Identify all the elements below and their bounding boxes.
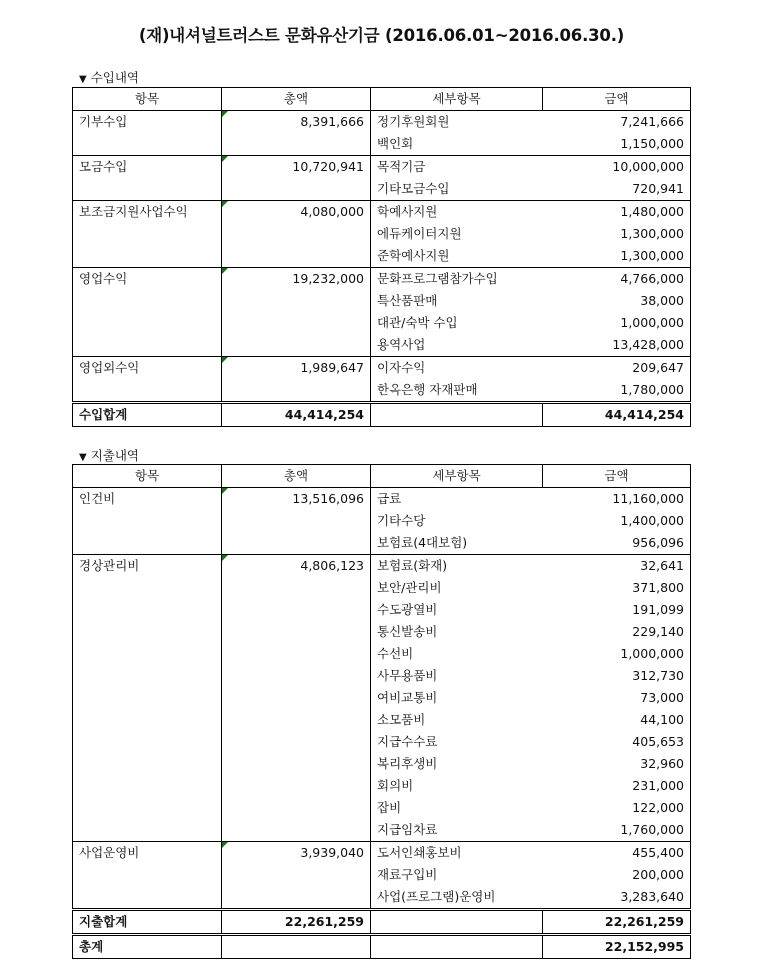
table-row	[73, 665, 691, 687]
sum-row	[73, 403, 691, 427]
table-row	[73, 223, 691, 245]
amount-cell: 4,766,000	[543, 268, 691, 291]
subitem-cell: 기타모금수입	[371, 178, 543, 201]
triangle-down-icon: ▼	[79, 452, 87, 463]
category-cell	[73, 687, 222, 709]
category-cell	[73, 223, 222, 245]
table-row	[73, 599, 691, 621]
category-cell	[73, 819, 222, 842]
amount-cell: 1,000,000	[543, 312, 691, 334]
amount-cell: 122,000	[543, 797, 691, 819]
amount-cell: 1,300,000	[543, 245, 691, 268]
amount-cell: 44,100	[543, 709, 691, 731]
table-row	[73, 577, 691, 599]
sum-empty	[371, 403, 543, 427]
category-cell: 영업외수익	[73, 357, 222, 380]
total-cell	[222, 753, 371, 775]
subitem-cell: 대관/숙박 수입	[371, 312, 543, 334]
table-row	[73, 555, 691, 578]
subitem-cell: 재료구입비	[371, 864, 543, 886]
subitem-cell: 기타수당	[371, 510, 543, 532]
amount-cell: 209,647	[543, 357, 691, 380]
category-cell	[73, 621, 222, 643]
subitem-cell: 회의비	[371, 775, 543, 797]
category-cell: 사업운영비	[73, 842, 222, 865]
subitem-cell: 문화프로그램참가수입	[371, 268, 543, 291]
sum-total: 44,414,254	[222, 403, 371, 427]
total-cell	[222, 290, 371, 312]
income-table	[72, 87, 691, 427]
total-cell	[222, 178, 371, 201]
amount-cell: 1,760,000	[543, 819, 691, 842]
category-cell	[73, 753, 222, 775]
grand-amount: 22,152,995	[543, 935, 691, 959]
table-row	[73, 532, 691, 555]
subitem-cell: 도서인쇄홍보비	[371, 842, 543, 865]
subitem-cell: 백인회	[371, 133, 543, 156]
amount-cell: 312,730	[543, 665, 691, 687]
subitem-cell: 보안/관리비	[371, 577, 543, 599]
category-cell: 경상관리비	[73, 555, 222, 578]
total-cell	[222, 775, 371, 797]
category-cell: 모금수입	[73, 156, 222, 179]
table-row	[73, 312, 691, 334]
header-row	[73, 88, 691, 111]
total-cell: 3,939,040	[222, 842, 371, 865]
table-row	[73, 864, 691, 886]
total-cell	[222, 599, 371, 621]
table-row	[73, 245, 691, 268]
amount-cell: 1,000,000	[543, 643, 691, 665]
amount-cell: 1,780,000	[543, 379, 691, 403]
amount-cell: 720,941	[543, 178, 691, 201]
category-cell	[73, 599, 222, 621]
comment-indicator-icon	[222, 357, 228, 363]
amount-cell: 371,800	[543, 577, 691, 599]
table-row	[73, 621, 691, 643]
total-cell	[222, 532, 371, 555]
total-cell: 4,806,123	[222, 555, 371, 578]
category-cell	[73, 178, 222, 201]
amount-cell: 956,096	[543, 532, 691, 555]
table-row	[73, 797, 691, 819]
total-cell	[222, 245, 371, 268]
subitem-cell: 수선비	[371, 643, 543, 665]
total-cell: 19,232,000	[222, 268, 371, 291]
sum-empty	[371, 910, 543, 935]
expense-section-label	[79, 446, 139, 464]
grand-label: 총계	[73, 935, 222, 959]
subitem-cell: 수도광열비	[371, 599, 543, 621]
subitem-cell: 정기후원회원	[371, 111, 543, 134]
amount-cell: 3,283,640	[543, 886, 691, 910]
table-row	[73, 133, 691, 156]
amount-cell: 1,150,000	[543, 133, 691, 156]
subitem-cell: 급료	[371, 488, 543, 511]
category-cell	[73, 532, 222, 555]
header-category: 항목	[73, 88, 222, 111]
total-cell	[222, 864, 371, 886]
amount-cell: 32,960	[543, 753, 691, 775]
category-cell	[73, 775, 222, 797]
sum-total: 22,261,259	[222, 910, 371, 935]
subitem-cell: 잡비	[371, 797, 543, 819]
comment-indicator-icon	[222, 488, 228, 494]
subitem-cell: 용역사업	[371, 334, 543, 357]
total-cell	[222, 510, 371, 532]
comment-indicator-icon	[222, 156, 228, 162]
amount-cell: 405,653	[543, 731, 691, 753]
category-cell: 보조금지원사업수익	[73, 201, 222, 224]
category-cell: 기부수입	[73, 111, 222, 134]
grand-empty	[371, 935, 543, 959]
category-cell: 영업수익	[73, 268, 222, 291]
amount-cell: 229,140	[543, 621, 691, 643]
category-cell	[73, 379, 222, 403]
total-cell: 8,391,666	[222, 111, 371, 134]
category-cell	[73, 886, 222, 910]
subitem-cell: 사무용품비	[371, 665, 543, 687]
amount-cell: 13,428,000	[543, 334, 691, 357]
subitem-cell: 학예사지원	[371, 201, 543, 224]
sum-label: 수입합계	[73, 403, 222, 427]
header-row	[73, 465, 691, 488]
table-row	[73, 488, 691, 511]
category-cell	[73, 709, 222, 731]
comment-indicator-icon	[222, 268, 228, 274]
table-row	[73, 842, 691, 865]
table-row	[73, 731, 691, 753]
category-cell	[73, 665, 222, 687]
amount-cell: 455,400	[543, 842, 691, 865]
comment-indicator-icon	[222, 111, 228, 117]
amount-cell: 200,000	[543, 864, 691, 886]
table-row	[73, 643, 691, 665]
table-row	[73, 357, 691, 380]
amount-cell: 38,000	[543, 290, 691, 312]
income-section-label	[79, 68, 139, 86]
header-amount: 금액	[543, 88, 691, 111]
amount-cell: 10,000,000	[543, 156, 691, 179]
expense-table	[72, 464, 691, 959]
subitem-cell: 보험료(4대보험)	[371, 532, 543, 555]
table-row	[73, 753, 691, 775]
category-cell: 인건비	[73, 488, 222, 511]
subitem-cell: 소모품비	[371, 709, 543, 731]
category-cell	[73, 133, 222, 156]
comment-indicator-icon	[222, 555, 228, 561]
category-cell	[73, 797, 222, 819]
total-cell	[222, 797, 371, 819]
subitem-cell: 특산품판매	[371, 290, 543, 312]
category-cell	[73, 290, 222, 312]
total-cell	[222, 709, 371, 731]
subitem-cell: 한옥은행 자재판매	[371, 379, 543, 403]
category-cell	[73, 245, 222, 268]
amount-cell: 32,641	[543, 555, 691, 578]
table-row	[73, 510, 691, 532]
total-cell	[222, 577, 371, 599]
total-cell	[222, 133, 371, 156]
amount-cell: 1,400,000	[543, 510, 691, 532]
page-title: (재)내셔널트러스트 문화유산기금 (2016.06.01~2016.06.30.)	[138, 26, 625, 45]
total-cell	[222, 819, 371, 842]
category-cell	[73, 577, 222, 599]
subitem-cell: 보험료(화재)	[371, 555, 543, 578]
total-cell: 10,720,941	[222, 156, 371, 179]
table-row	[73, 268, 691, 291]
amount-cell: 73,000	[543, 687, 691, 709]
amount-cell: 191,099	[543, 599, 691, 621]
total-cell: 13,516,096	[222, 488, 371, 511]
sum-label: 지출합계	[73, 910, 222, 935]
category-cell	[73, 864, 222, 886]
table-row	[73, 290, 691, 312]
table-row	[73, 775, 691, 797]
table-row	[73, 156, 691, 179]
sum-amount: 44,414,254	[543, 403, 691, 427]
amount-cell: 1,480,000	[543, 201, 691, 224]
amount-cell: 231,000	[543, 775, 691, 797]
comment-indicator-icon	[222, 842, 228, 848]
subitem-cell: 지급임차료	[371, 819, 543, 842]
header-category: 항목	[73, 465, 222, 488]
category-cell	[73, 643, 222, 665]
total-cell	[222, 223, 371, 245]
grand-total-row	[73, 935, 691, 959]
category-cell	[73, 731, 222, 753]
amount-cell: 11,160,000	[543, 488, 691, 511]
subitem-cell: 지급수수료	[371, 731, 543, 753]
subitem-cell: 준학예사지원	[371, 245, 543, 268]
sum-amount: 22,261,259	[543, 910, 691, 935]
subitem-cell: 목적기금	[371, 156, 543, 179]
subitem-cell: 이자수익	[371, 357, 543, 380]
subitem-cell: 에듀케이터지원	[371, 223, 543, 245]
total-cell	[222, 665, 371, 687]
category-cell	[73, 510, 222, 532]
table-row	[73, 201, 691, 224]
total-cell	[222, 687, 371, 709]
total-cell	[222, 621, 371, 643]
expense-section-text: 지출내역	[90, 448, 140, 463]
table-row	[73, 819, 691, 842]
table-row	[73, 886, 691, 910]
total-cell	[222, 731, 371, 753]
category-cell	[73, 312, 222, 334]
income-section-text: 수입내역	[90, 70, 140, 85]
header-amount: 금액	[543, 465, 691, 488]
amount-cell: 1,300,000	[543, 223, 691, 245]
table-row	[73, 709, 691, 731]
subitem-cell: 복리후생비	[371, 753, 543, 775]
grand-empty	[222, 935, 371, 959]
total-cell	[222, 312, 371, 334]
comment-indicator-icon	[222, 201, 228, 207]
category-cell	[73, 334, 222, 357]
header-total: 총액	[222, 465, 371, 488]
table-row	[73, 334, 691, 357]
table-row	[73, 178, 691, 201]
total-cell: 1,989,647	[222, 357, 371, 380]
table-row	[73, 111, 691, 134]
total-cell	[222, 643, 371, 665]
subitem-cell: 사업(프로그램)운영비	[371, 886, 543, 910]
header-total: 총액	[222, 88, 371, 111]
total-cell	[222, 886, 371, 910]
subitem-cell: 통신발송비	[371, 621, 543, 643]
total-cell	[222, 334, 371, 357]
header-subitem: 세부항목	[371, 465, 543, 488]
triangle-down-icon: ▼	[79, 74, 87, 85]
table-row	[73, 687, 691, 709]
subitem-cell: 여비교통비	[371, 687, 543, 709]
total-cell: 4,080,000	[222, 201, 371, 224]
header-subitem: 세부항목	[371, 88, 543, 111]
total-cell	[222, 379, 371, 403]
amount-cell: 7,241,666	[543, 111, 691, 134]
table-row	[73, 379, 691, 403]
sum-row	[73, 910, 691, 935]
